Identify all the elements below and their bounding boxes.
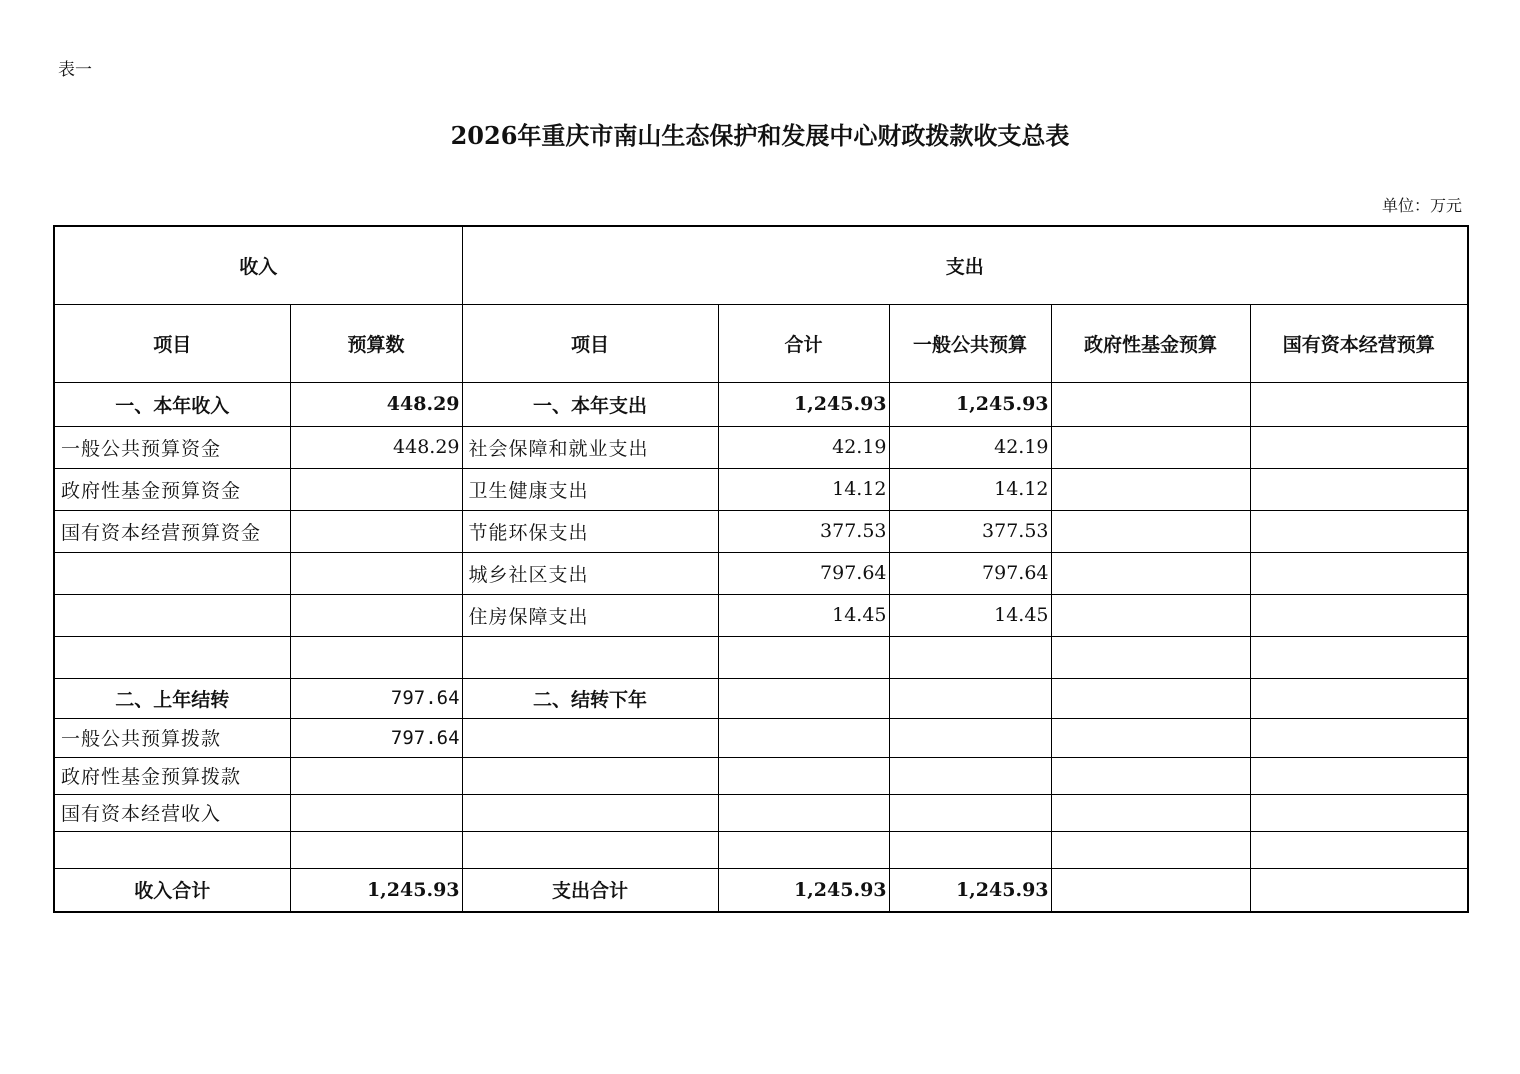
expense-item-cell — [462, 636, 718, 678]
expense-item-cell — [462, 794, 718, 831]
table-row — [54, 510, 1468, 552]
capital-cell — [1250, 510, 1468, 552]
expense-total-label: 支出合计 — [462, 868, 718, 912]
fund-cell — [1051, 552, 1250, 594]
fund-cell — [1051, 594, 1250, 636]
header-income: 收入 — [54, 226, 462, 304]
income-item-cell: 一般公共预算资金 — [54, 426, 290, 468]
income-item-cell — [54, 831, 290, 868]
header-state-capital-budget: 国有资本经营预算 — [1250, 304, 1468, 382]
total-cell — [718, 831, 889, 868]
capital-cell — [1250, 718, 1468, 757]
total-cell: 42.19 — [718, 426, 889, 468]
general-cell — [889, 678, 1051, 718]
general-cell: 1,245.93 — [889, 382, 1051, 426]
expense-item-cell — [462, 831, 718, 868]
general-cell — [889, 636, 1051, 678]
table-row — [54, 552, 1468, 594]
table-row — [54, 718, 1468, 757]
income-budget-cell — [290, 510, 462, 552]
table-label: 表一 — [58, 60, 92, 80]
fund-cell — [1051, 794, 1250, 831]
income-budget-cell — [290, 468, 462, 510]
general-cell: 14.12 — [889, 468, 1051, 510]
fund-cell — [1051, 678, 1250, 718]
capital-cell — [1250, 468, 1468, 510]
table-row — [54, 678, 1468, 718]
header-expense: 支出 — [462, 226, 1468, 304]
total-cell — [718, 794, 889, 831]
income-budget-cell: 797.64 — [290, 678, 462, 718]
total-cell — [718, 757, 889, 794]
page-title: 2026年重庆市南山生态保护和发展中心财政拨款收支总表 — [450, 121, 1070, 150]
general-cell: 1,245.93 — [889, 868, 1051, 912]
income-total-label: 收入合计 — [54, 868, 290, 912]
fund-cell — [1051, 426, 1250, 468]
table-row — [54, 594, 1468, 636]
total-cell: 1,245.93 — [718, 868, 889, 912]
expense-item-cell: 节能环保支出 — [462, 510, 718, 552]
income-budget-cell — [290, 831, 462, 868]
income-item-cell: 政府性基金预算拨款 — [54, 757, 290, 794]
capital-cell — [1250, 552, 1468, 594]
table-row — [54, 831, 1468, 868]
expense-item-cell: 住房保障支出 — [462, 594, 718, 636]
capital-cell — [1250, 757, 1468, 794]
header-row-group — [54, 226, 1468, 304]
fund-cell — [1051, 868, 1250, 912]
income-budget-cell — [290, 757, 462, 794]
income-budget-cell — [290, 594, 462, 636]
capital-cell — [1250, 868, 1468, 912]
budget-table — [53, 225, 1469, 913]
income-item-cell — [54, 636, 290, 678]
total-cell — [718, 636, 889, 678]
table-row — [54, 382, 1468, 426]
income-item-cell: 一般公共预算拨款 — [54, 718, 290, 757]
income-budget-cell — [290, 636, 462, 678]
expense-item-cell — [462, 718, 718, 757]
table-row — [54, 426, 1468, 468]
fund-cell — [1051, 468, 1250, 510]
total-cell: 377.53 — [718, 510, 889, 552]
capital-cell — [1250, 678, 1468, 718]
expense-item-cell: 卫生健康支出 — [462, 468, 718, 510]
expense-item-cell: 社会保障和就业支出 — [462, 426, 718, 468]
general-cell: 377.53 — [889, 510, 1051, 552]
general-cell — [889, 831, 1051, 868]
income-budget-cell — [290, 794, 462, 831]
expense-item-cell: 二、结转下年 — [462, 678, 718, 718]
general-cell — [889, 757, 1051, 794]
general-cell: 14.45 — [889, 594, 1051, 636]
header-income-item: 项目 — [54, 304, 290, 382]
total-cell: 14.12 — [718, 468, 889, 510]
total-cell: 1,245.93 — [718, 382, 889, 426]
header-general-budget: 一般公共预算 — [889, 304, 1051, 382]
total-cell — [718, 678, 889, 718]
fund-cell — [1051, 510, 1250, 552]
capital-cell — [1250, 794, 1468, 831]
income-budget-cell: 797.64 — [290, 718, 462, 757]
income-budget-cell — [290, 552, 462, 594]
fund-cell — [1051, 757, 1250, 794]
income-budget-cell: 448.29 — [290, 382, 462, 426]
header-gov-fund-budget: 政府性基金预算 — [1051, 304, 1250, 382]
general-cell — [889, 794, 1051, 831]
fund-cell — [1051, 718, 1250, 757]
capital-cell — [1250, 831, 1468, 868]
fund-cell — [1051, 831, 1250, 868]
income-total-value: 1,245.93 — [290, 868, 462, 912]
general-cell: 42.19 — [889, 426, 1051, 468]
table-row — [54, 636, 1468, 678]
total-cell: 797.64 — [718, 552, 889, 594]
income-item-cell: 国有资本经营收入 — [54, 794, 290, 831]
general-cell: 797.64 — [889, 552, 1051, 594]
header-expense-item: 项目 — [462, 304, 718, 382]
income-item-cell: 国有资本经营预算资金 — [54, 510, 290, 552]
header-total: 合计 — [718, 304, 889, 382]
table-row — [54, 757, 1468, 794]
capital-cell — [1250, 594, 1468, 636]
capital-cell — [1250, 382, 1468, 426]
expense-item-cell — [462, 757, 718, 794]
income-item-cell: 一、本年收入 — [54, 382, 290, 426]
table-row — [54, 794, 1468, 831]
total-cell — [718, 718, 889, 757]
income-item-cell — [54, 594, 290, 636]
income-item-cell — [54, 552, 290, 594]
table-row — [54, 468, 1468, 510]
total-cell: 14.45 — [718, 594, 889, 636]
header-row-columns — [54, 304, 1468, 382]
fund-cell — [1051, 382, 1250, 426]
income-item-cell: 政府性基金预算资金 — [54, 468, 290, 510]
fund-cell — [1051, 636, 1250, 678]
income-budget-cell: 448.29 — [290, 426, 462, 468]
header-income-budget: 预算数 — [290, 304, 462, 382]
general-cell — [889, 718, 1051, 757]
expense-item-cell: 城乡社区支出 — [462, 552, 718, 594]
capital-cell — [1250, 636, 1468, 678]
expense-item-cell: 一、本年支出 — [462, 382, 718, 426]
income-item-cell: 二、上年结转 — [54, 678, 290, 718]
capital-cell — [1250, 426, 1468, 468]
unit-label: 单位：万元 — [1381, 196, 1462, 215]
totals-row — [54, 868, 1468, 912]
